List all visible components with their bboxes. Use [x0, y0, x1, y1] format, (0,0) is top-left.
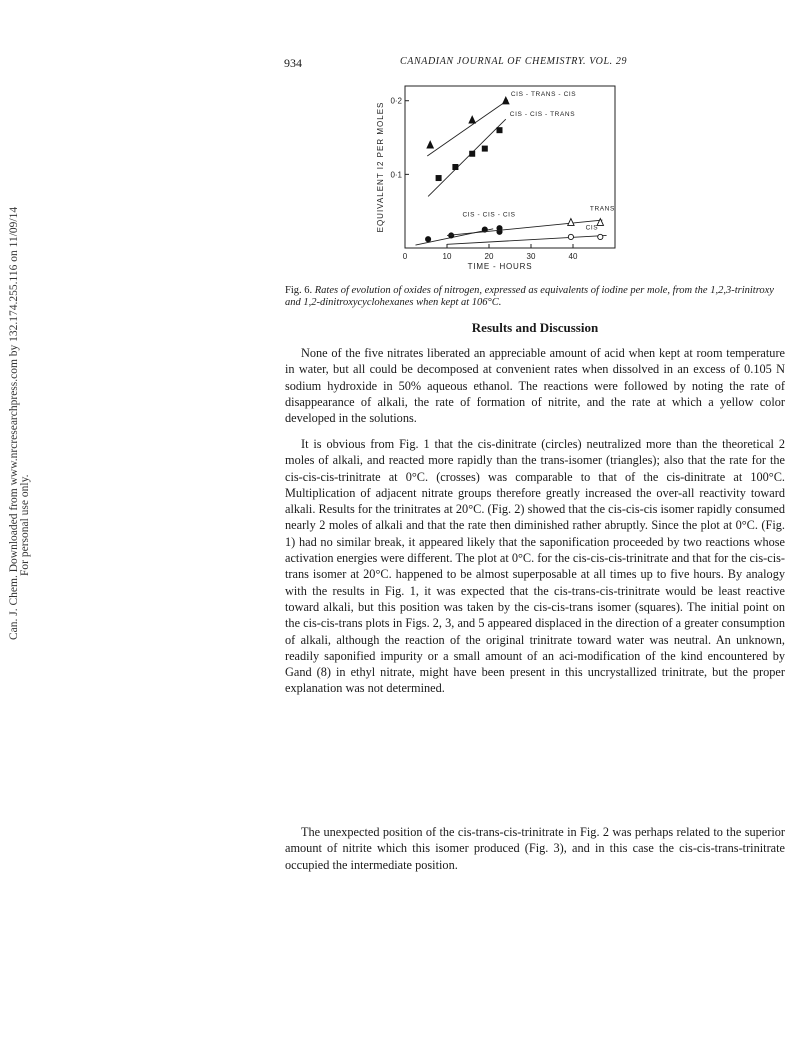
- figure-6-chart: [360, 76, 620, 276]
- paragraph-1: None of the five nitrates liberated an appreciable amount of acid when kept at room temperature in water, but all could be decomposed at convenient rates when dissolved in an excess of 0.105 N sodium hydroxide in 50% aqueous ethanol. The reactions were followed by noting the rate of disappearance of alkali, the rate of formation of nitrite, and the rate at which a yellow color developed in the solutions.: [285, 346, 785, 426]
- series-line: [447, 235, 607, 244]
- data-point: [436, 175, 442, 181]
- x-tick-label: 40: [568, 252, 578, 261]
- series-label: CIS: [585, 224, 599, 232]
- series-line: [447, 220, 602, 235]
- figure-caption-text: Rates of evolution of oxides of nitrogen, expressed as equivalents of iodine per mole, from the 1,2,3-trinitroxy and 1,2-dinitroxycyclohexanes when kept at 106°C.: [285, 285, 774, 308]
- y-tick-label: 0·2: [390, 96, 402, 106]
- series-line: [428, 119, 506, 196]
- data-point: [568, 219, 574, 226]
- download-notice-line2: For personal use only.: [19, 474, 31, 576]
- x-axis-label: TIME - HOURS: [467, 262, 533, 271]
- section-title: Results and Discussion: [471, 320, 599, 335]
- series-line: [427, 100, 508, 156]
- figure-label: Fig. 6.: [285, 285, 313, 296]
- download-notice-line1: Can. J. Chem. Downloaded from www.nrcresearchpress.com by 132.174.255.116 on 11/09/14: [8, 206, 20, 640]
- data-point: [482, 146, 488, 152]
- figure-caption: [285, 285, 785, 309]
- paragraph-2: It is obvious from Fig. 1 that the cis-dinitrate (circles) neutralized more than the theoretical 2 moles of alkali, and reacted more rapidly than the trans-isomer (triangles); also that the rate for the cis-cis-cis-trinitrate at 0°C. (crosses) was comparable to that of the cis-dinitrate at 100°C. Multiplication of adjacent nitrate groups therefore greatly increased the over-all reactivity toward alkali. Results for the trinitrates at 20°C. (Fig. 2) showed that the cis-cis-cis isomer rapidly consumed nearly 2 moles of alkali and that the rate then diminished rather abruptly. Since the plot at 0°C. (Fig. 1) had no similar break, it appeared likely that the saponification proceeded by two reactions whose activation energies were different. The plot at 0°C. for the cis-cis-cis-trinitrate and that for the cis-cis-trans isomer at 20°C. happened to be almost superposable at all times up to five hours. By analogy with the results in Fig. 1, it was expected that the cis-trans-cis-trinitrate would be least reactive toward alkali, but this position was taken by the cis-cis-trans isomer (squares). The initial point on the cis-cis-trans plots in Figs. 2, 3, and 5 appeared displaced in the direction of a greater consumption of alkali, although the reaction of the original trinitrate toward water was neutral. An unknown, readily saponified impurity or a small amount of an aci-modification of the kind encountered by Gand (8) in ethyl nitrate, might have been present in this uncrystallized trinitrate, but the proper explanation was not determined.: [285, 437, 785, 696]
- series-label: CIS - TRANS - CIS: [510, 90, 577, 98]
- y-tick-label: 0·1: [390, 170, 402, 180]
- x-tick-label: 10: [442, 252, 452, 261]
- x-tick-label: 20: [484, 252, 494, 261]
- data-point: [427, 141, 433, 148]
- series-label: CIS - CIS - CIS: [462, 211, 516, 219]
- running-header: CANADIAN JOURNAL OF CHEMISTRY. VOL. 29: [400, 56, 628, 67]
- series-label: CIS - CIS - TRANS: [509, 111, 576, 119]
- data-point: [598, 234, 603, 239]
- x-tick-label: 30: [526, 252, 536, 261]
- paragraph-3: The unexpected position of the cis-trans-cis-trinitrate in Fig. 2 was perhaps related to the superior amount of nitrite which this isomer produced (Fig. 3), and in this case the cis-cis-trans-trinitrate occupied the intermediate position.: [285, 825, 785, 872]
- x-tick-label: 0: [402, 252, 408, 261]
- data-point: [503, 97, 509, 104]
- page-number: 934: [284, 56, 302, 70]
- series-label: TRANS: [589, 205, 615, 213]
- data-point: [426, 237, 431, 242]
- download-notice: [4, 206, 31, 640]
- data-point: [568, 234, 573, 239]
- data-point: [497, 127, 503, 133]
- data-point: [469, 151, 475, 157]
- data-point: [469, 116, 475, 123]
- data-point: [452, 164, 458, 170]
- y-axis-label: EQUIVALENT I2 PER MOLES: [376, 101, 385, 233]
